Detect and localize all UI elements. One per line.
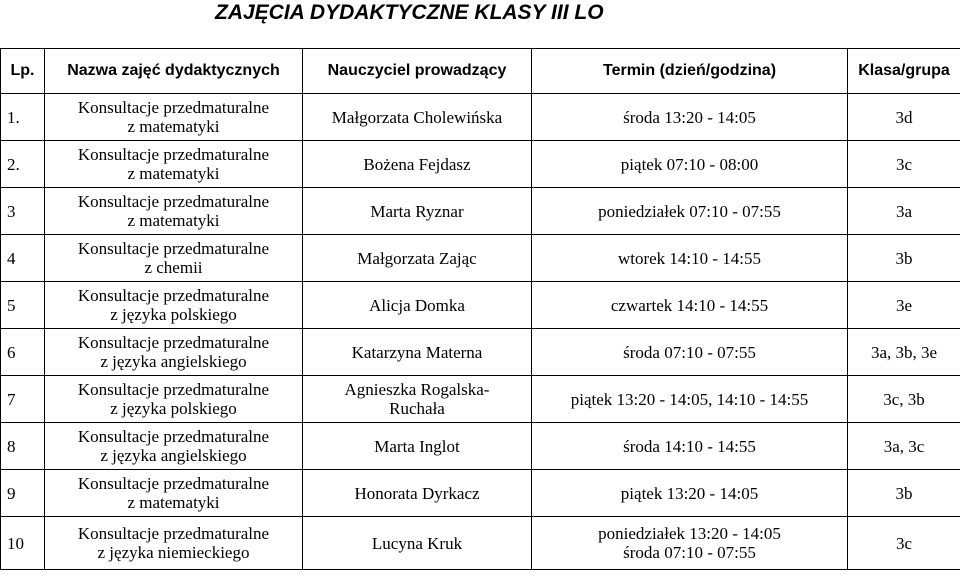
class-group [848,141,960,188]
course-name [45,329,303,376]
course-name-text: Konsultacje przedmaturalne [77,98,270,117]
teacher-name-text: Bożena Fejdasz [363,154,471,174]
row-number [1,94,45,141]
teacher-name-text: Alicja Domka [369,295,465,315]
schedule-term-text: poniedziałek 13:20 - 14:05 [598,524,781,543]
course-name-text: Konsultacje przedmaturalne [77,524,270,543]
table-row [1,517,960,570]
schedule-term-text: środa 14:10 - 14:55 [623,436,756,456]
schedule-term-text: piątek 13:20 - 14:05 [620,483,759,503]
class-group [848,423,960,470]
row-number-text: 5 [7,295,16,315]
course-name-text: Konsultacje przedmaturalne [77,239,270,258]
row-number [1,517,45,570]
row-number-text: 10 [7,533,24,553]
schedule-term [532,141,848,188]
course-name [45,470,303,517]
table-row [1,423,960,470]
class-group [848,470,960,517]
header-teacher: Nauczyciel prowadzący [303,49,532,94]
schedule-term [532,188,848,235]
table-row [1,470,960,517]
course-name-text: Konsultacje przedmaturalne [77,380,270,399]
course-name-text: Konsultacje przedmaturalne [77,145,270,164]
teacher-name [303,470,532,517]
teacher-name [303,376,532,423]
schedule-term [532,423,848,470]
class-group [848,188,960,235]
class-group [848,94,960,141]
course-name [45,188,303,235]
teacher-name-text: Marta Ryznar [370,201,464,221]
schedule-term-text: piątek 13:20 - 14:05, 14:10 - 14:55 [570,389,809,409]
teacher-name [303,423,532,470]
row-number [1,282,45,329]
course-name-text: Konsultacje przedmaturalne [77,286,270,305]
class-group-text: 3a, 3c [883,436,925,456]
class-group-text: 3a [895,201,913,221]
course-name-text: z języka angielskiego [100,352,247,371]
teacher-name [303,329,532,376]
schedule-term-text: wtorek 14:10 - 14:55 [617,248,762,268]
class-group-text: 3d [895,107,913,127]
class-group [848,329,960,376]
course-name-text: Konsultacje przedmaturalne [77,333,270,352]
course-name-text: z matematyki [127,211,220,230]
row-number-text: 3 [7,201,16,221]
row-number-text: 6 [7,342,16,362]
row-number [1,329,45,376]
class-group-text: 3e [895,295,913,315]
class-group-text: 3c [895,154,913,174]
schedule-term-text: środa 13:20 - 14:05 [623,107,756,127]
teacher-name [303,188,532,235]
header-term: Termin (dzień/godzina) [532,49,848,94]
course-name [45,282,303,329]
class-group [848,376,960,423]
class-group-text: 3c [895,533,913,553]
row-number [1,141,45,188]
course-name-text: z języka niemieckiego [97,543,250,562]
page-title: ZAJĘCIA DYDAKTYCZNE KLASY III LO [215,1,604,24]
course-name-text: Konsultacje przedmaturalne [77,192,270,211]
row-number-text: 8 [7,436,16,456]
teacher-name-text: Katarzyna Materna [351,342,483,362]
teacher-name-text: Marta Inglot [374,436,460,456]
class-group-text: 3b [895,248,913,268]
teacher-name [303,517,532,570]
class-group-text: 3a, 3b, 3e [870,342,938,362]
header-class: Klasa/grupa [848,49,960,94]
class-group-text: 3b [895,483,913,503]
table-row [1,282,960,329]
course-name [45,376,303,423]
row-number [1,188,45,235]
row-number-text: 1. [7,107,20,127]
schedule-term-text: środa 07:10 - 07:55 [623,543,756,562]
course-name-text: z języka polskiego [110,305,237,324]
course-name-text: Konsultacje przedmaturalne [77,474,270,493]
schedule-table [0,48,960,570]
class-group [848,235,960,282]
teacher-name-text: Małgorzata Cholewińska [331,107,503,127]
schedule-term-text: czwartek 14:10 - 14:55 [610,295,769,315]
schedule-term [532,517,848,570]
row-number [1,470,45,517]
schedule-term-text: środa 07:10 - 07:55 [623,342,756,362]
teacher-name [303,282,532,329]
row-number [1,376,45,423]
table-row [1,188,960,235]
table-row [1,329,960,376]
schedule-term [532,470,848,517]
row-number-text: 2. [7,154,20,174]
course-name [45,235,303,282]
table-row [1,94,960,141]
row-number [1,423,45,470]
schedule-term [532,94,848,141]
course-name-text: z chemii [144,258,203,277]
teacher-name [303,141,532,188]
course-name-text: Konsultacje przedmaturalne [77,427,270,446]
teacher-name [303,94,532,141]
teacher-name-text: Małgorzata Zając [357,248,477,268]
schedule-term-text: poniedziałek 07:10 - 07:55 [598,201,781,221]
teacher-name-text: Lucyna Kruk [371,533,463,553]
course-name-text: z matematyki [127,164,220,183]
course-name [45,423,303,470]
course-name-text: z języka angielskiego [100,446,247,465]
schedule-term-text: piątek 07:10 - 08:00 [620,154,759,174]
header-row [1,49,960,94]
teacher-name [303,235,532,282]
row-number [1,235,45,282]
course-name [45,517,303,570]
class-group [848,282,960,329]
table-row [1,141,960,188]
header-lp: Lp. [1,49,45,94]
class-group-text: 3c, 3b [883,389,925,409]
teacher-name-text: Honorata Dyrkacz [354,483,480,503]
course-name-text: z matematyki [127,493,220,512]
course-name [45,94,303,141]
row-number-text: 4 [7,248,16,268]
course-name [45,141,303,188]
schedule-term [532,235,848,282]
course-name-text: z języka polskiego [110,399,237,418]
schedule-term [532,376,848,423]
table-row [1,235,960,282]
schedule-term [532,282,848,329]
header-name: Nazwa zajęć dydaktycznych [45,49,303,94]
teacher-name-text: Ruchała [389,399,445,418]
teacher-name-text: Agnieszka Rogalska- [344,380,490,399]
table-row [1,376,960,423]
schedule-term [532,329,848,376]
course-name-text: z matematyki [127,117,220,136]
class-group [848,517,960,570]
row-number-text: 9 [7,483,16,503]
row-number-text: 7 [7,389,16,409]
